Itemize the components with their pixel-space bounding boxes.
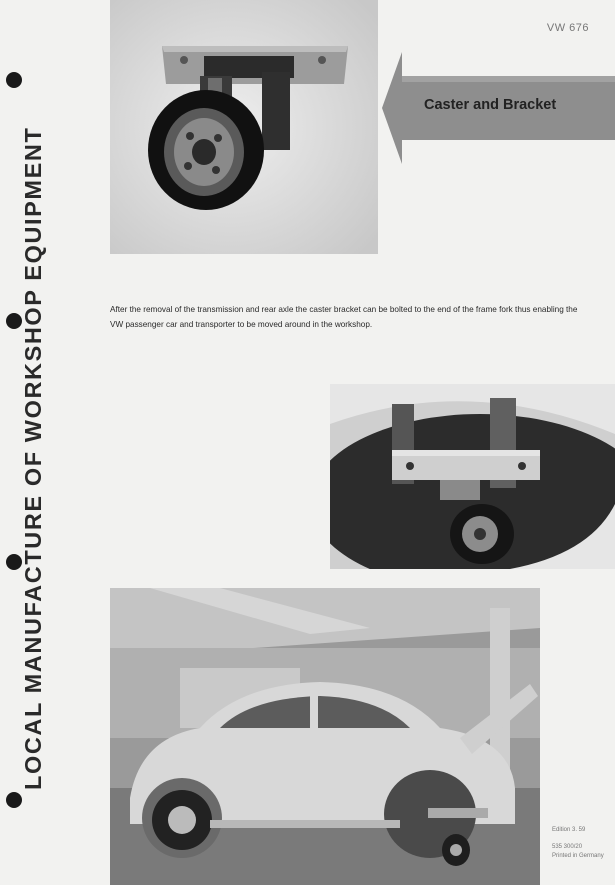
series-title: LOCAL MANUFACTURE OF WORKSHOP EQUIPMENT: [20, 126, 46, 790]
description-text: After the removal of the transmission and rear axle the caster bracket can be bolted to the end of the frame fork thus enabling the VW passenger car and transporter to be moved around in the workshop.: [110, 305, 578, 329]
binder-hole: [6, 72, 22, 88]
workshop-car-photo: [110, 588, 540, 885]
banner-title: Caster and Bracket: [424, 97, 557, 113]
binder-hole: [6, 792, 22, 808]
edition-text: Edition 3. 59: [552, 827, 586, 833]
print-footer: [552, 826, 604, 861]
print-code-text: 535 300/20: [552, 844, 583, 850]
document-number: VW 676: [546, 22, 589, 34]
frame-fork-photo: [330, 384, 615, 569]
caster-photo: [110, 0, 378, 254]
printed-in-text: Printed in Germany: [552, 853, 604, 859]
